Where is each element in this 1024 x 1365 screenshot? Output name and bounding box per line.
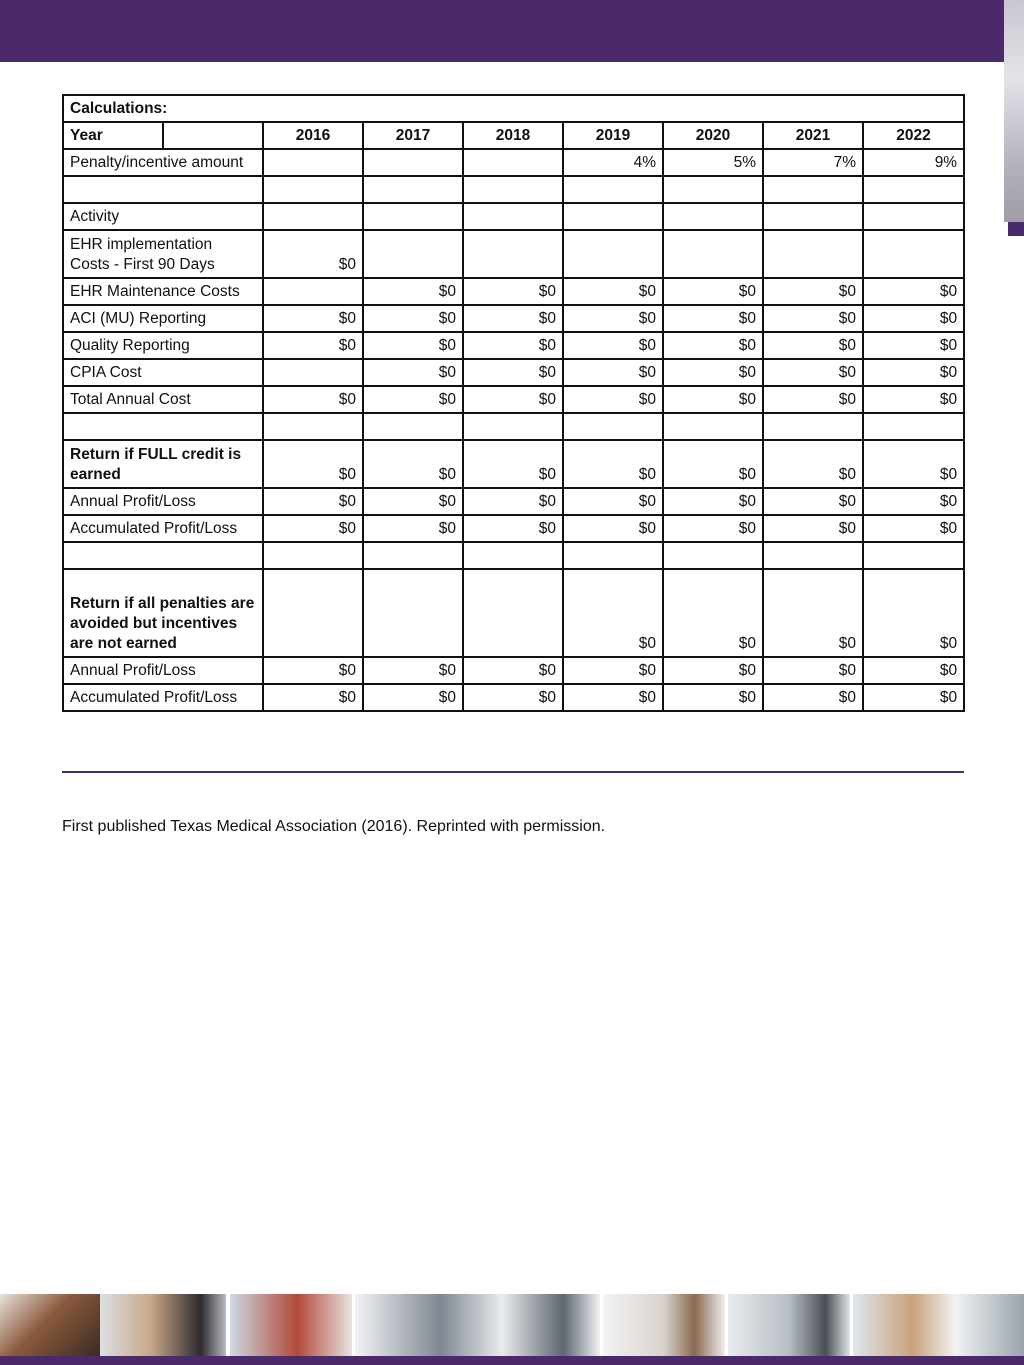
cell-value: $0 [363, 278, 463, 305]
cell-value: $0 [263, 684, 363, 711]
photo-typing-hands [728, 1294, 850, 1356]
cell-value: $0 [263, 657, 363, 684]
corner-photo [1004, 0, 1024, 222]
cell-value: $0 [863, 657, 964, 684]
cell-value: $0 [763, 657, 863, 684]
cell-value: $0 [863, 684, 964, 711]
cell-value [363, 176, 463, 203]
year-header: 2019 [563, 122, 663, 149]
cell-value [763, 203, 863, 230]
year-label: Year [63, 122, 163, 149]
cell-value: $0 [563, 305, 663, 332]
cell-value: $0 [263, 515, 363, 542]
table-title-row [63, 95, 964, 122]
footer-band [0, 1356, 1024, 1365]
cell-value [463, 413, 563, 440]
blank-header-cell [163, 122, 263, 149]
cell-value [463, 569, 563, 657]
cell-value: $0 [763, 440, 863, 488]
cell-value [563, 542, 663, 569]
cell-value: $0 [263, 386, 363, 413]
cell-value: $0 [763, 515, 863, 542]
cell-value: $0 [763, 359, 863, 386]
cell-value: $0 [363, 657, 463, 684]
cell-value: $0 [563, 657, 663, 684]
credit-text: First published Texas Medical Association (2016). Reprinted with permission. [62, 818, 606, 835]
table-row [63, 305, 964, 332]
year-header: 2016 [263, 122, 363, 149]
row-label: Activity [63, 203, 263, 230]
row-label: CPIA Cost [63, 359, 263, 386]
row-label: Accumulated Profit/Loss [63, 515, 263, 542]
cell-value [263, 203, 363, 230]
table-row [63, 386, 964, 413]
cell-value [363, 569, 463, 657]
cell-value [363, 203, 463, 230]
row-label: EHR implementation Costs - First 90 Days [63, 230, 263, 278]
cell-value [463, 149, 563, 176]
table-row [63, 176, 964, 203]
cell-value [463, 203, 563, 230]
cell-value [263, 176, 363, 203]
cell-value: $0 [563, 359, 663, 386]
cell-value: $0 [663, 515, 763, 542]
cell-value: $0 [263, 230, 363, 278]
table-row [63, 488, 964, 515]
cell-value: $0 [663, 440, 763, 488]
cell-value: $0 [763, 278, 863, 305]
table-row [63, 230, 964, 278]
photo-child-patient [603, 1294, 725, 1356]
cell-value: $0 [263, 305, 363, 332]
cell-value [363, 230, 463, 278]
cell-value: $0 [363, 386, 463, 413]
cell-value: $0 [363, 440, 463, 488]
cell-value: $0 [863, 488, 964, 515]
cell-value [263, 149, 363, 176]
cell-value: $0 [363, 359, 463, 386]
cell-value: $0 [563, 386, 663, 413]
cell-value: $0 [463, 657, 563, 684]
header-band [0, 0, 1004, 62]
cell-value: $0 [663, 569, 763, 657]
cell-value: $0 [463, 440, 563, 488]
cell-value: $0 [663, 305, 763, 332]
row-label: Annual Profit/Loss [63, 488, 263, 515]
year-header: 2018 [463, 122, 563, 149]
cell-value: $0 [663, 278, 763, 305]
cell-value [663, 176, 763, 203]
table-row [63, 515, 964, 542]
photo-dna-helix [355, 1294, 600, 1356]
row-label: Total Annual Cost [63, 386, 263, 413]
cell-value [263, 278, 363, 305]
row-label [63, 176, 263, 203]
cell-value [663, 542, 763, 569]
cell-value [563, 230, 663, 278]
cell-value [863, 413, 964, 440]
cell-value [663, 413, 763, 440]
cell-value [363, 413, 463, 440]
cell-value [263, 413, 363, 440]
cell-value: 4% [563, 149, 663, 176]
cell-value: $0 [863, 305, 964, 332]
cell-value: $0 [463, 386, 563, 413]
cell-value: $0 [563, 684, 663, 711]
table-row [63, 203, 964, 230]
table-row [63, 332, 964, 359]
table-row [63, 440, 964, 488]
cell-value: $0 [463, 278, 563, 305]
row-label: EHR Maintenance Costs [63, 278, 263, 305]
cell-value [663, 203, 763, 230]
cell-value: $0 [563, 515, 663, 542]
section-label: Return if all penalties are avoided but incentives are not earned [63, 569, 263, 657]
cell-value [663, 230, 763, 278]
table-row [63, 569, 964, 657]
cell-value: $0 [863, 569, 964, 657]
cell-value [763, 413, 863, 440]
cell-value: $0 [763, 386, 863, 413]
table-row [63, 684, 964, 711]
cell-value [763, 176, 863, 203]
cell-value: $0 [563, 569, 663, 657]
photo-doctor-patient [230, 1294, 352, 1356]
cell-value: $0 [363, 515, 463, 542]
cell-value: $0 [463, 515, 563, 542]
corner-accent [1008, 222, 1024, 236]
cell-value: $0 [663, 359, 763, 386]
row-label: Accumulated Profit/Loss [63, 684, 263, 711]
cell-value [463, 230, 563, 278]
photo-woman-smiling [0, 1294, 100, 1356]
row-label: ACI (MU) Reporting [63, 305, 263, 332]
cell-value: $0 [563, 488, 663, 515]
cell-value: $0 [763, 332, 863, 359]
cell-value: $0 [763, 488, 863, 515]
cell-value: $0 [863, 386, 964, 413]
cell-value: $0 [263, 332, 363, 359]
year-header: 2017 [363, 122, 463, 149]
cell-value: $0 [463, 305, 563, 332]
year-header: 2022 [863, 122, 964, 149]
year-header: 2020 [663, 122, 763, 149]
cell-value [263, 542, 363, 569]
row-label: Annual Profit/Loss [63, 657, 263, 684]
cell-value: $0 [363, 488, 463, 515]
cell-value: 5% [663, 149, 763, 176]
cell-value: $0 [763, 305, 863, 332]
cell-value [363, 149, 463, 176]
cell-value [863, 542, 964, 569]
row-label: Penalty/incentive amount [63, 149, 263, 176]
cell-value: $0 [663, 488, 763, 515]
row-label [63, 413, 263, 440]
photo-medical-team [853, 1294, 1024, 1356]
cell-value: $0 [863, 440, 964, 488]
cell-value: $0 [463, 332, 563, 359]
cell-value [563, 203, 663, 230]
cell-value: $0 [763, 684, 863, 711]
row-label: Quality Reporting [63, 332, 263, 359]
cell-value: $0 [863, 359, 964, 386]
cell-value: 7% [763, 149, 863, 176]
table-row [63, 149, 964, 176]
cell-value: $0 [563, 440, 663, 488]
cell-value [763, 542, 863, 569]
cell-value [563, 176, 663, 203]
cell-value: $0 [263, 440, 363, 488]
cell-value [763, 230, 863, 278]
table-row [63, 413, 964, 440]
cell-value: $0 [463, 684, 563, 711]
cell-value: $0 [863, 515, 964, 542]
cell-value: $0 [763, 569, 863, 657]
cell-value: $0 [363, 305, 463, 332]
cell-value: $0 [263, 488, 363, 515]
cell-value [463, 542, 563, 569]
cell-value [263, 359, 363, 386]
section-label: Return if FULL credit is earned [63, 440, 263, 488]
cell-value: $0 [463, 488, 563, 515]
calculations-table [62, 94, 965, 712]
table-row [63, 278, 964, 305]
table-row [63, 657, 964, 684]
cell-value: $0 [563, 278, 663, 305]
row-label [63, 542, 263, 569]
cell-value: 9% [863, 149, 964, 176]
table-header-row [63, 122, 964, 149]
photo-women-talking [100, 1294, 226, 1356]
cell-value: $0 [663, 657, 763, 684]
year-header: 2021 [763, 122, 863, 149]
cell-value: $0 [463, 359, 563, 386]
table-row [63, 542, 964, 569]
cell-value [263, 569, 363, 657]
section-divider [62, 771, 964, 773]
cell-value: $0 [663, 386, 763, 413]
cell-value: $0 [363, 684, 463, 711]
cell-value: $0 [563, 332, 663, 359]
cell-value: $0 [663, 332, 763, 359]
cell-value [463, 176, 563, 203]
cell-value [863, 203, 964, 230]
cell-value [863, 176, 964, 203]
cell-value [563, 413, 663, 440]
cell-value [363, 542, 463, 569]
cell-value: $0 [863, 278, 964, 305]
table-title: Calculations: [63, 95, 964, 122]
cell-value: $0 [863, 332, 964, 359]
table-row [63, 359, 964, 386]
cell-value [863, 230, 964, 278]
photo-strip [0, 1294, 1024, 1356]
cell-value: $0 [663, 684, 763, 711]
cell-value: $0 [363, 332, 463, 359]
